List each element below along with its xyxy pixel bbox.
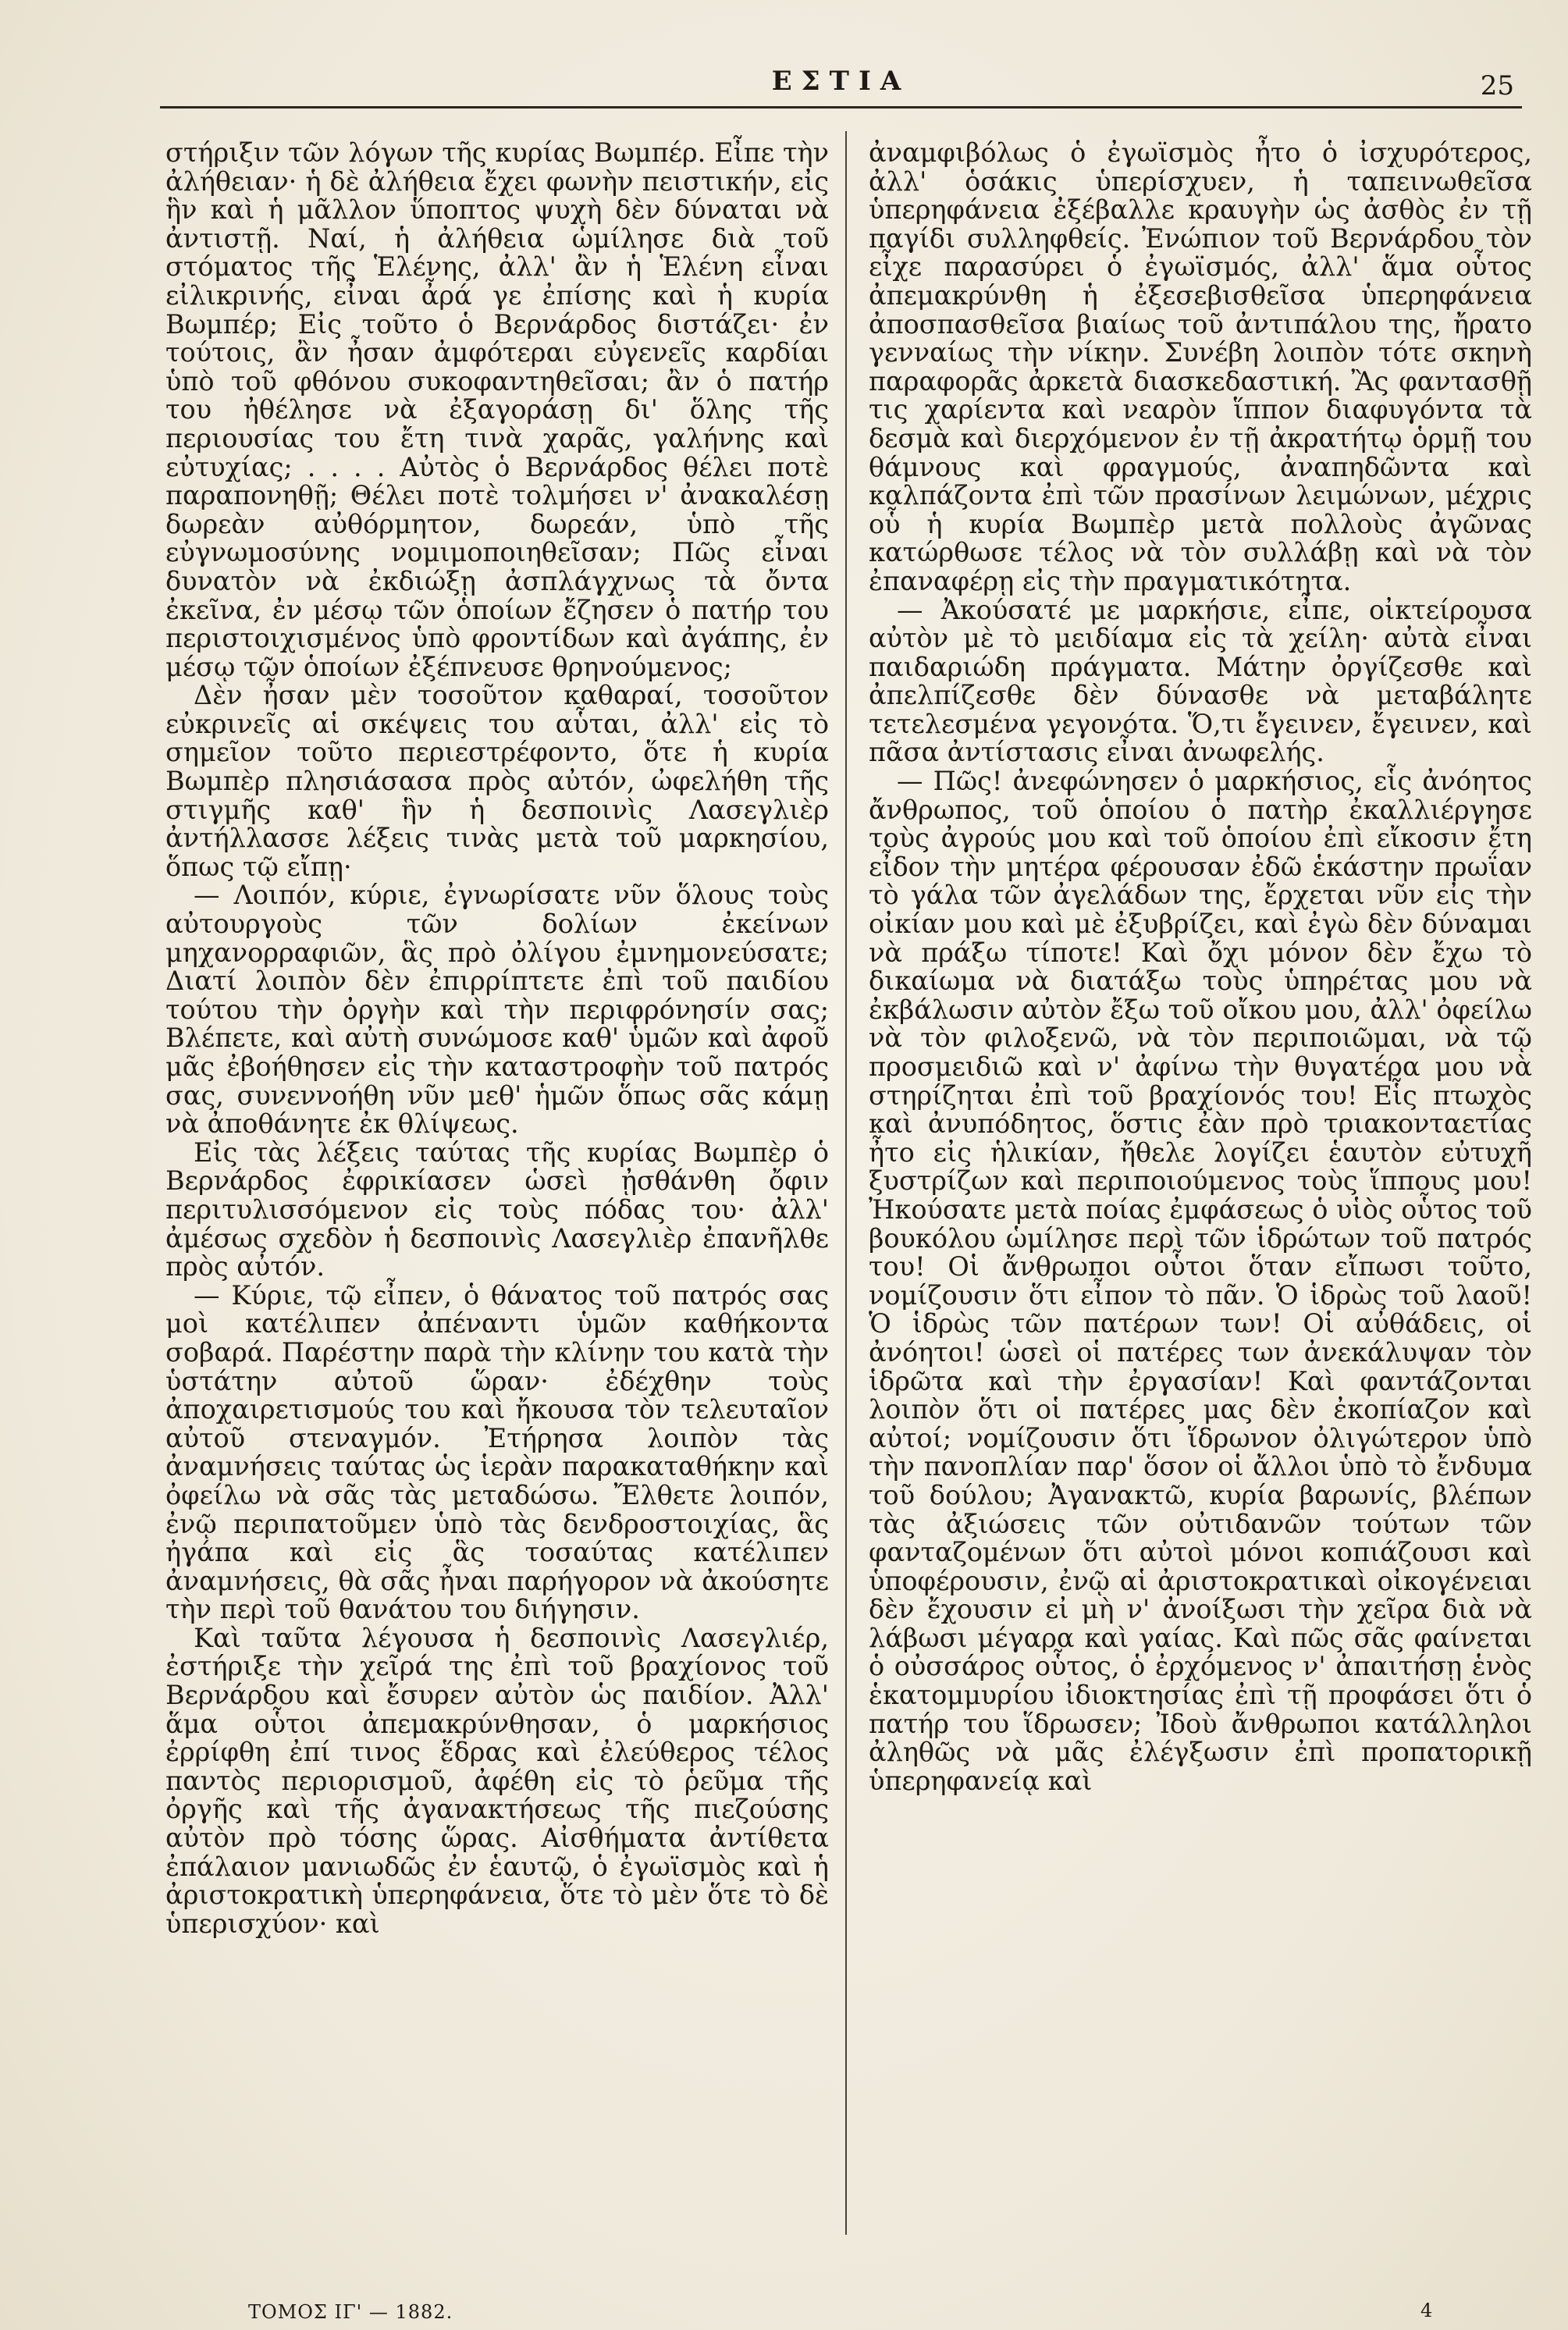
signature-mark: 4 bbox=[1420, 2300, 1433, 2321]
paragraph: — Κύριε, τῷ εἶπεν, ὁ θάνατος τοῦ πατρός σας μοὶ κατέλιπεν ἀπέναντι ὑμῶν καθήκοντα σοβαρά. Παρέστην παρὰ τὴν κλίνην του κατὰ τὴν ὑστάτην αὐτοῦ ὥραν· ἐδέχθην τοὺς ἀποχαιρετισμούς του καὶ ἤκουσα τὸν τελευταῖον αὐτοῦ στεναγμόν. Ἐτήρησα λοιπὸν τὰς ἀναμνήσεις ταύτας ὡς ἱερὰν παρακαταθήκην καὶ ὀφείλω νὰ σᾶς τὰς μεταδώσω. Ἔλθετε λοιπόν, ἐνῷ περιπατοῦμεν ὑπὸ τὰς δενδροστοιχίας, ἃς ἠγάπα καὶ εἰς ἃς τοσαύτας κατέλιπεν ἀναμνήσεις, θὰ σᾶς ἦναι παρήγορον νὰ ἀκούσητε τὴν περὶ τοῦ θανάτου του διήγησιν. bbox=[165, 1279, 829, 1625]
paragraph: στήριξιν τῶν λόγων τῆς κυρίας Βωμπέρ. Εἶπε τὴν ἀλήθειαν· ἡ δὲ ἀλήθεια ἔχει φωνὴν πειστικήν, εἰς ἣν καὶ ἡ μᾶλλον ὕποπτος ψυχὴ δὲν δύναται νὰ ἀντιστῇ. Ναί, ἡ ἀλήθεια ὡμίλησε διὰ τοῦ στόματος τῆς Ἑλένης, ἀλλ' ἂν ἡ Ἑλένη εἶναι εἰλικρινής, εἶναι ἆρά γε ἐπίσης καὶ ἡ κυρία Βωμπέρ; Εἰς τοῦτο ὁ Βερνάρδος διστάζει· ἐν τούτοις, ἂν ἦσαν ἀμφότεραι εὐγενεῖς καρδίαι ὑπὸ τοῦ φθόνου συκοφαντηθεῖσαι; ἂν ὁ πατήρ του ἠθέλησε νὰ ἐξαγοράσῃ δι' ὅλης τῆς περιουσίας του ἔτη τινὰ χαρᾶς, γαλήνης καὶ εὐτυχίας; . . . . Αὐτὸς ὁ Βερνάρδος θέλει ποτὲ παραπονηθῇ; Θέλει ποτὲ τολμήσει ν' ἀνακαλέσῃ δωρεὰν αὐθόρμητον, δωρεάν, ὑπὸ τῆς εὐγνωμοσύνης νομιμοποιηθεῖσαν; Πῶς εἶναι δυνατὸν νὰ ἐκδιώξῃ ἀσπλάγχνως τὰ ὄντα ἐκεῖνα, ἐν μέσῳ τῶν ὁποίων ἔζησεν ὁ πατήρ του περιστοιχισμένος ὑπὸ φροντίδων καὶ ἀγάπης, ἐν μέσῳ τῶν ὁποίων ἐξέπνευσε θρηνούμενος; bbox=[165, 137, 829, 682]
page-header bbox=[160, 59, 1522, 108]
column-divider bbox=[845, 131, 847, 2235]
paragraph: — Πῶς! ἀνεφώνησεν ὁ μαρκήσιος, εἷς ἀνόητος ἄνθρωπος, τοῦ ὁποίου ὁ πατὴρ ἐκαλλιέργησε τοὺς ἀγρούς μου καὶ τοῦ ὁποίου ἐπὶ εἴκοσιν ἔτη εἶδον τὴν μητέρα φέρουσαν ἐδῶ ἑκάστην πρωΐαν τὸ γάλα τῶν ἀγελάδων της, ἔρχεται νῦν εἰς τὴν οἰκίαν μου καὶ μὲ ἐξυβρίζει, καὶ ἐγὼ δὲν δύναμαι νὰ πράξω τίποτε! Καὶ ὄχι μόνον δὲν ἔχω τὸ δικαίωμα νὰ διατάξω τοὺς ὑπηρέτας μου νὰ ἐκβάλωσιν αὐτὸν ἔξω τοῦ οἴκου μου, ἀλλ' ὀφείλω νὰ τὸν φιλοξενῶ, νὰ τὸν περιποιῶμαι, νὰ τῷ προσμειδιῶ καὶ ν' ἀφίνω τὴν θυγατέρα μου νὰ στηρίζηται ἐπὶ τοῦ βραχίονός του! Εἷς πτωχὸς καὶ ἀνυπόδητος, ὅστις ἐὰν πρὸ τριακονταετίας ἦτο εἰς ἡλικίαν, ἤθελε λογίζει ἑαυτὸν εὐτυχῆ ξυστρίζων καὶ περιποιούμενος τοὺς ἵππους μου! Ἠκούσατε μετὰ ποίας ἐμφάσεως ὁ υἱὸς οὗτος τοῦ βουκόλου ὡμίλησε περὶ τῶν ἱδρώτων τοῦ πατρός του! Οἱ ἄνθρωποι οὗτοι ὅταν εἴπωσι τοῦτο, νομίζουσιν ὅτι εἶπον τὸ πᾶν. Ὁ ἱδρὼς τοῦ λαοῦ! Ὁ ἱδρὼς τῶν πατέρων των! Οἱ αὐθάδεις, οἱ ἀνόητοι! ὡσεὶ οἱ πατέρες των ἀνεκάλυψαν τὸν ἱδρῶτα καὶ τὴν ἐργασίαν! Καὶ φαντάζονται λοιπὸν ὅτι οἱ πατέρες μας δὲν ἐκοπίαζον καὶ αὐτοί; νομίζουσιν ὅτι ἵδρωνον ὀλιγώτερον ὑπὸ τὴν πανοπλίαν παρ' ὅσον οἱ ἄλλοι ὑπὸ τὸ ἔνδυμα τοῦ δούλου; Ἀγανακτῶ, κυρία βαρωνίς, βλέπων τὰς ἀξιώσεις τῶν οὐτιδανῶν τούτων τῶν φανταζομένων ὅτι αὐτοὶ μόνοι κοπιάζουσι καὶ ὑποφέρουσιν, ἐνῷ αἱ ἀριστοκρατικαὶ οἰκογένειαι δὲν ἔχουσιν εἰ μὴ ν' ἀνοίξωσι τὴν χεῖρα διὰ νὰ λάβωσι μέγαρα καὶ γαίας. Καὶ πῶς σᾶς φαίνεται ὁ οὐσσάρος οὗτος, ὁ ἐρχόμενος ν' ἀπαιτήσῃ ἑνὸς ἑκατομμυρίου ἰδιοκτησίας ἐπὶ τῇ προφάσει ὅτι ὁ πατήρ του ἵδρωσεν; Ἰδοὺ ἄνθρωποι κατάλληλοι ἀληθῶς νὰ μᾶς ἐλέγξωσιν ἐπὶ προπατορικῇ ὑπερηφανείᾳ καὶ bbox=[869, 766, 1532, 1796]
paragraph: — Λοιπόν, κύριε, ἐγνωρίσατε νῦν ὅλους τοὺς αὐτουργοὺς τῶν δολίων ἐκείνων μηχανορραφιῶν, ἃς πρὸ ὀλίγου ἐμνημονεύσατε; Διατί λοιπὸν δὲν ἐπιρρίπτετε ἐπὶ τοῦ παιδίου τούτου τὴν ὀργὴν καὶ τὴν περιφρόνησίν σας; Βλέπετε, καὶ αὐτὴ συνώμοσε καθ' ὑμῶν καὶ ἀφοῦ μᾶς ἐβοήθησεν εἰς τὴν καταστροφὴν τοῦ πατρός σας, συνεννοήθη νῦν μεθ' ἡμῶν ὅπως σᾶς κάμῃ νὰ ἀποθάνητε ἐκ θλίψεως. bbox=[165, 880, 829, 1140]
volume-footer: ΤΟΜΟΣ ΙΓ' — 1882. bbox=[248, 2301, 453, 2323]
paragraph: ἀναμφιβόλως ὁ ἐγωϊσμὸς ἦτο ὁ ἰσχυρότερος, ἀλλ' ὁσάκις ὑπερίσχυεν, ἡ ταπεινωθεῖσα ὑπερηφάνεια ἐξέβαλλε κραυγὴν ὡς ἀσθὸς ἐν τῇ παγίδι συλληφθείς. Ἐνώπιον τοῦ Βερνάρδου τὸν εἶχε παρασύρει ὁ ἐγωϊσμός, ἀλλ' ἅμα οὗτος ἀπεμακρύνθη ἡ ἐξεσεβισθεῖσα ὑπερηφάνεια ἀποσπασθεῖσα βιαίως τοῦ ἀντιπάλου της, ἤρατο γενναίως τὴν νίκην. Συνέβη λοιπὸν τότε σκηνὴ παραφορᾶς ἀρκετὰ διασκεδαστική. Ἂς φαντασθῇ τις χαρίεντα καὶ νεαρὸν ἵππον διαφυγόντα τὰ δεσμὰ καὶ διερχόμενον ἐν τῇ ἀκρατήτῳ ὁρμῇ του θάμνους καὶ φραγμούς, ἀναπηδῶντα καὶ καλπάζοντα ἐπὶ τῶν πρασίνων λειμώνων, μέχρις οὗ ἡ κυρία Βωμπὲρ μετὰ πολλοὺς ἀγῶνας κατώρθωσε τέλος νὰ τὸν συλλάβῃ καὶ νὰ τὸν ἐπαναφέρῃ εἰς τὴν πραγματικότητα. bbox=[869, 137, 1532, 596]
paragraph: — Ἀκούσατέ με μαρκήσιε, εἶπε, οἰκτείρουσα αὐτὸν μὲ τὸ μειδίαμα εἰς τὰ χείλη· αὐτὰ εἶναι παιδαριώδη πράγματα. Μάτην ὀργίζεσθε καὶ ἀπελπίζεσθε δὲν δύνασθε νὰ μεταβάλητε τετελεσμένα γεγονότα. Ὅ,τι ἔγεινεν, ἔγεινεν, καὶ πᾶσα ἀντίστασις εἶναι ἀνωφελής. bbox=[869, 594, 1532, 768]
page-number: 25 bbox=[1480, 70, 1514, 101]
left-column bbox=[165, 139, 829, 1938]
paragraph: Εἰς τὰς λέξεις ταύτας τῆς κυρίας Βωμπὲρ ὁ Βερνάρδος ἐφρικίασεν ὡσεὶ ᾐσθάνθη ὄφιν περιτυλισσόμενον εἰς τοὺς πόδας του· ἀλλ' ἀμέσως σχεδὸν ἡ δεσποινὶς Λασεγλιὲρ ἐπανῆλθε πρὸς αὐτόν. bbox=[165, 1137, 829, 1282]
right-column bbox=[869, 139, 1532, 1795]
paragraph: Καὶ ταῦτα λέγουσα ἡ δεσποινὶς Λασεγλιέρ, ἐστήριξε τὴν χεῖρά της ἐπὶ τοῦ βραχίονος τοῦ Βερνάρδου καὶ ἔσυρεν αὐτὸν ὡς παιδίον. Ἀλλ' ἅμα οὗτοι ἀπεμακρύνθησαν, ὁ μαρκήσιος ἐρρίφθη ἐπί τινος ἕδρας καὶ ἐλεύθερος τέλος παντὸς περιορισμοῦ, ἀφέθη εἰς τὸ ῥεῦμα τῆς ὀργῆς καὶ τῆς ἀγανακτήσεως τῆς πιεζούσης αὐτὸν πρὸ τόσης ὥρας. Αἰσθήματα ἀντίθετα ἐπάλαιον μανιωδῶς ἐν ἑαυτῷ, ὁ ἐγωϊσμὸς καὶ ἡ ἀριστοκρατικὴ ὑπερηφάνεια, ὅτε τὸ μὲν ὅτε τὸ δὲ ὑπερισχύον· καὶ bbox=[165, 1622, 829, 1939]
paragraph: Δὲν ἦσαν μὲν τοσοῦτον καθαραί, τοσοῦτον εὐκρινεῖς αἱ σκέψεις του αὗται, ἀλλ' εἰς τὸ σημεῖον τοῦτο περιεστρέφοντο, ὅτε ἡ κυρία Βωμπὲρ πλησιάσασα πρὸς αὐτόν, ὠφελήθη τῆς στιγμῆς καθ' ἣν ἡ δεσποινὶς Λασεγλιὲρ ἀντήλλασσε λέξεις τινὰς μετὰ τοῦ μαρκησίου, ὅπως τῷ εἴπῃ· bbox=[165, 680, 829, 882]
running-title: ΕΣΤΙΑ bbox=[771, 66, 911, 97]
